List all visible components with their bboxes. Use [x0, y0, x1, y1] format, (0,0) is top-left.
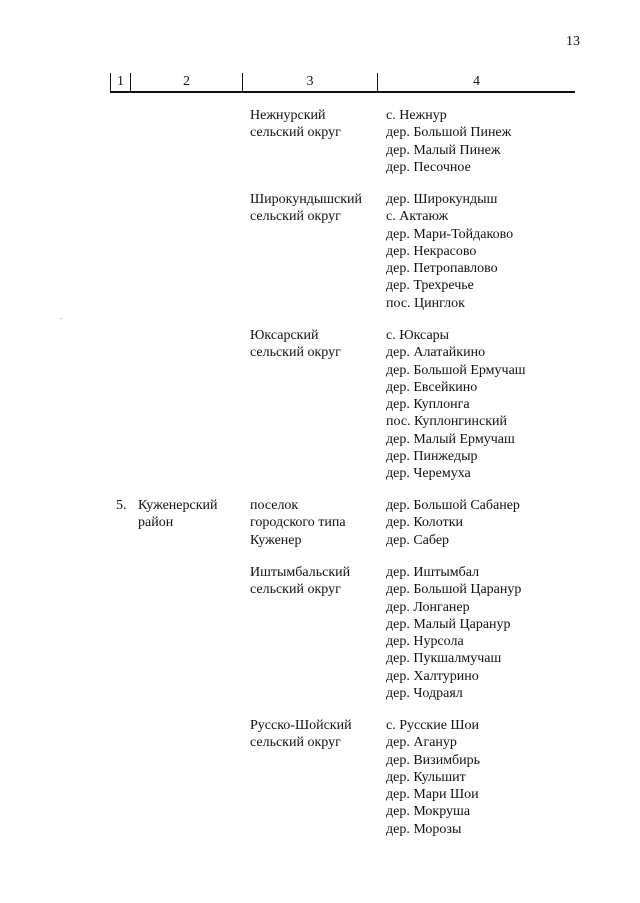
- settlement-item: с. Актаюж: [386, 209, 449, 225]
- settlement-item: дер. Нурсола: [386, 634, 464, 650]
- okrug-line: Куженер: [250, 532, 302, 548]
- okrug-line: сельский округ: [250, 209, 341, 225]
- settlement-item: дер. Мокруша: [386, 804, 471, 820]
- okrug-line: сельский округ: [250, 582, 341, 598]
- settlement-item: дер. Евсейкино: [386, 379, 478, 395]
- okrug-name: [250, 717, 352, 752]
- district-line: район: [138, 515, 174, 531]
- settlement-item: дер. Малый Пинеж: [386, 142, 501, 158]
- okrug-line: сельский округ: [250, 735, 341, 751]
- okrug-line: городского типа: [250, 515, 346, 531]
- settlement-item: дер. Колотки: [386, 515, 464, 531]
- settlement-item: дер. Большой Царанур: [386, 582, 522, 598]
- settlement-list: [386, 717, 480, 838]
- settlement-item: дер. Петропавлово: [386, 261, 498, 277]
- okrug-line: сельский округ: [250, 125, 341, 141]
- settlement-item: дер. Лонганер: [386, 599, 470, 615]
- settlement-item: дер. Малый Царанур: [386, 616, 511, 632]
- district-line: Куженерский: [138, 498, 218, 513]
- settlement-item: дер. Иштымбал: [386, 565, 480, 580]
- settlement-item: дер. Халтурино: [386, 668, 479, 684]
- settlement-item: дер. Чодраял: [386, 686, 463, 702]
- settlement-item: дер. Кульшит: [386, 769, 466, 785]
- settlement-item: дер. Визимбирь: [386, 752, 481, 768]
- okrug-line: Юксарский: [250, 328, 319, 343]
- okrug-line: Иштымбальский: [250, 565, 351, 580]
- okrug-name: [250, 191, 362, 226]
- settlement-item: дер. Песочное: [386, 159, 471, 175]
- settlement-item: дер. Пинжедыр: [386, 449, 478, 465]
- settlement-item: дер. Куплонга: [386, 397, 470, 413]
- settlement-item: дер. Аганур: [386, 735, 457, 751]
- settlement-item: дер. Алатайкино: [386, 345, 486, 361]
- settlement-item: с. Русские Шои: [386, 718, 480, 733]
- settlement-item: пос. Куплонгинский: [386, 414, 508, 430]
- column-header-row: [110, 73, 575, 93]
- settlement-item: дер. Черемуха: [386, 466, 471, 482]
- settlement-item: дер. Большой Пинеж: [386, 125, 512, 141]
- column-header-1: 1: [111, 73, 131, 92]
- settlement-item: дер. Широкундыш: [386, 192, 498, 207]
- column-header-4: 4: [378, 73, 576, 92]
- district-name: [138, 497, 218, 532]
- column-header-2: 2: [131, 73, 243, 92]
- settlement-list: [386, 564, 521, 702]
- settlement-item: дер. Мари-Тойдаково: [386, 226, 514, 242]
- settlement-item: пос. Цинглок: [386, 295, 465, 311]
- scan-artifact: [60, 318, 62, 319]
- settlement-item: дер. Большой Сабанер: [386, 498, 520, 513]
- settlement-item: дер. Трехречье: [386, 278, 474, 294]
- page-number: 13: [566, 34, 580, 49]
- okrug-name: [250, 497, 346, 549]
- settlement-item: дер. Сабер: [386, 532, 450, 548]
- okrug-line: Широкундышский: [250, 192, 363, 207]
- settlement-list: [386, 497, 520, 549]
- okrug-line: Нежнурский: [250, 108, 326, 123]
- okrug-name: [250, 107, 341, 142]
- settlement-item: дер. Пукшалмучаш: [386, 651, 502, 667]
- okrug-name: [250, 564, 350, 599]
- settlement-list: [386, 107, 511, 176]
- okrug-line: сельский округ: [250, 345, 341, 361]
- settlement-item: дер. Малый Ермучаш: [386, 431, 515, 447]
- row-number: 5.: [116, 498, 127, 513]
- okrug-name: [250, 327, 341, 362]
- settlement-list: [386, 191, 513, 312]
- settlement-item: дер. Мари Шои: [386, 787, 479, 803]
- settlement-item: с. Юксары: [386, 328, 450, 343]
- okrug-line: поселок: [250, 498, 299, 513]
- settlement-list: [386, 327, 526, 483]
- settlement-item: дер. Некрасово: [386, 243, 477, 259]
- settlement-item: дер. Большой Ермучаш: [386, 362, 526, 378]
- settlement-item: с. Нежнур: [386, 108, 447, 123]
- okrug-line: Русско-Шойский: [250, 718, 352, 733]
- settlement-item: дер. Морозы: [386, 821, 462, 837]
- column-header-3: 3: [243, 73, 378, 92]
